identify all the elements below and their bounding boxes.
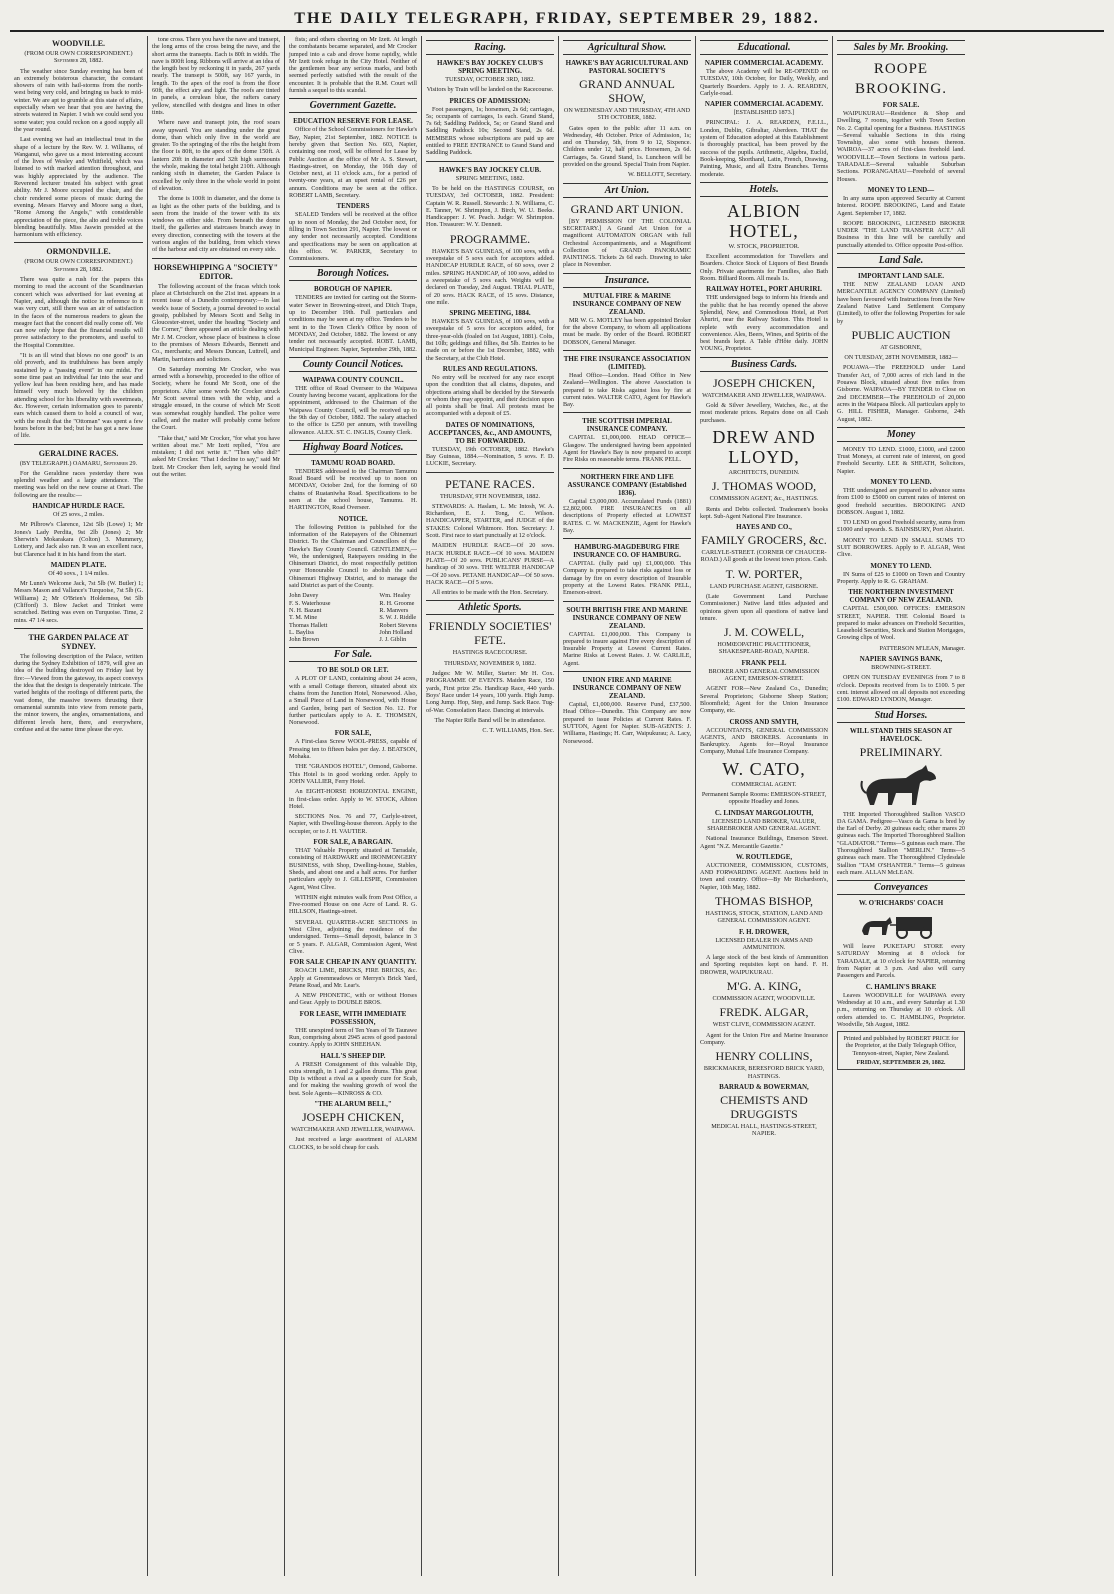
ad-big-title: DREW AND LLOYD, xyxy=(712,426,816,467)
notice-title: NOTICE. xyxy=(338,514,368,523)
column-2 xyxy=(147,36,284,1576)
section-heading-money: Money xyxy=(837,427,965,442)
notice-title: WAIPAWA COUNTY COUNCIL. xyxy=(302,375,404,384)
ad-date: ON TUESDAY, 28TH NOVEMBER, 1882— xyxy=(844,354,958,362)
ad-text: PRINCIPAL: J. A. REARDEN, F.E.I.L., London, Dublin, Gibraltar, Aberdeen. THAT the system of Education adopted at this Establishment is thoroughly practical, has been proved by the success of the pupils. Arithmetic, Algebra, Euclid, Book-keeping, Shorthand, Latin, French, Drawing, Painting, Music, and all Extra Branches. Terms moderate. xyxy=(700,119,828,178)
section-heading-hotels: Hotels. xyxy=(700,182,828,197)
ad-text: TUESDAY, 19th OCTOBER, 1882. Hawke's Bay Guineas, 1884.—Nomination, 5 sovs. F. D. LUCKIE, Secretary. xyxy=(426,445,554,468)
ad-text: A FRESH Consignment of this valuable Dip, extra strength, in 1 and 2 gallon drums. This great Dip is without a rival as a speedy cure for Scab, and for making the washing growth of wool the best. Sole Agents—KINROSS & CO. xyxy=(289,1060,417,1097)
columns xyxy=(10,36,1104,1576)
ad-text: MONEY TO LEND. £1000, £1000, and £2000 Trust Moneys, at current rate of interest, on good Freehold Security. LEE & SHEATH, Solicitors, Napier. xyxy=(837,445,965,475)
ad-text: A NEW PHONETIC, with or without Horses and Gear. Apply to DOUBLE BROS. xyxy=(289,992,417,1007)
ad-text: THE "GRANDOS HOTEL", Ormond, Gisborne. This Hotel is in good working order. Apply to JOHN VALLIER, Ferry Hotel. xyxy=(289,763,417,785)
ad-title: CROSS AND SMYTH, xyxy=(729,717,799,726)
signature: N. H. Bazant xyxy=(289,606,322,614)
section-heading-borough: Borough Notices. xyxy=(289,266,417,281)
ad-subtitle: COMMISSION AGENT, &c., HASTINGS. xyxy=(709,495,819,503)
divider xyxy=(14,444,143,445)
paragraph: The following description of the Palace, written during the Sydney Exhibition of 1879, will give an idea of the building destroyed on Friday last by fire:—Viewed from the gateway, its aspect conveys the idea that the design is desperately intricate. The varied heights of the roofings of different parts, the vast dome, the massive towers thrusting their ornamental summits into view from remote parts, the minor towers, the angles, ornamentations, and different levels here, there, and everywhere, confuse and at the same time please the eye. xyxy=(14,652,143,733)
ad-text: ROOPE BROOKING, LICENSED BROKER UNDER "THE LAND TRANSFER ACT." All Business in this line will be carefully and punctually attended to. Office opposite Post-office. xyxy=(837,219,965,249)
signatures-left xyxy=(289,592,331,643)
ad-big-title: HENRY COLLINS, xyxy=(715,1049,813,1064)
ad-title: C. LINDSAY MARGOLIOUTH, xyxy=(714,808,814,817)
race-results: Mr Pilbrow's Clarence, 12st 5lb (Lowe) 1; Mr Jones's Lady Perdita, 9st 2lb (Jones) 2; Mr Sherwin's Mokarakara (Colton) 3. Mummery, Lottery, and Jack also ran. It was an excellent race, but Clarence had it in his hand from the start. xyxy=(14,521,143,558)
ad-title: HAWKE'S BAY JOCKEY CLUB'S SPRING MEETING. xyxy=(437,59,543,75)
divider xyxy=(14,628,143,629)
ad-text: Permanent Sample Rooms: EMERSON-STREET, opposite Hoadley and Jones. xyxy=(701,791,827,806)
ad-title: W. O'RICHARDS' COACH xyxy=(858,899,944,908)
signature: T. M. Mine xyxy=(289,614,318,622)
ad-big-title: GRAND ART UNION. xyxy=(570,201,684,216)
ad-subtitle: [ESTABLISHED 1873.] xyxy=(733,109,795,117)
paragraph: The dome is 100ft in diameter, and the dome is as light as the other parts of the building, and is seen from the inside of the tower with its six windows on either side. From beneath the dome itself, the galleries and staircases branch away in every direction, connecting with the towers at the various angles of the building, from which views of the harbour and city are obtained on every side. xyxy=(152,195,280,254)
ad-text: Gates open to the public after 11 a.m. on Wednesday, 4th October. Price of Admission, 1s; and on Thursday, 5th, from 9 to 12, Sixpence. Children under 12, half price. Horsemen, 2s 6d. Carriages, 5s. Grand Stand, 1s. Luncheon will be provided on the ground. Special Train from Napier. xyxy=(563,124,691,169)
ad-title: FRANK PELL xyxy=(741,658,787,667)
ad-text: A large stock of the best kinds of Ammunition and Sporting requisites kept on hand. F. H. DROWER, WAIPUKURAU. xyxy=(700,954,828,976)
ad-subtitle: LICENSED LAND BROKER, VALUER, SHAREBROKER AND GENERAL AGENT. xyxy=(707,817,821,832)
section-heading-conveyances: Conveyances xyxy=(837,880,965,895)
ad-subtitle: COMMERCIAL AGENT. xyxy=(731,780,797,788)
article-title: ORMONDVILLE. xyxy=(46,247,111,257)
ad-text: Head Office—London. Head Office in New Zealand—Wellington. The above Association is prepared to take Risks against loss by fire at current rates. WALTER CATO, Agent for Hawke's Bay. xyxy=(563,371,691,409)
byline: (BY TELEGRAPH.) OAMARU, September 29. xyxy=(19,459,138,467)
ad-text: The above Academy will be RE-OPENED on TUESDAY, 10th October, for Daily, Weekly, and Quarterly Boarders. Apply to J. A. REARDEN, Carlyle-road. xyxy=(700,68,828,97)
notice-text: TENDERS are invited for carting out the Storm-water Sewer in Browning-street, and Ditch Traps, up to December 19th. Full particulars and conditions may be seen at my office. Tenders to be sent in to the Town Clerk's Office by noon of MONDAY, 2nd October, 1882. The lowest or any tender not necessarily accepted. ROBT. LAMB, Municipal Engineer. Napier, September 29th, 1882. xyxy=(289,294,417,353)
ad-title: RULES AND REGULATIONS. xyxy=(442,364,538,373)
paragraph: "It is an ill wind that blows no one good" is an old proverb, and its truthfulness has been amply sustained by a "passing event" in our midst. For some time past an individual far into the sear and yellow leaf has been residing here, and has made himself very much beloved by the children attending school for his liberality with sweetmeats, &c. However, certain information goes to parents' ears which caused them to hold a council of war, with the result that the "Ottoman" was spent a few hours before in the bed; but he has got a new lease of life. xyxy=(14,351,143,440)
ad-text: THE Imported Thoroughbred Stallion VASCO DA GAMA. Pedigree—Vasco da Gama is bred by the Earl of Derby. 20 guineas each; other mares 20 guineas each. The Imported Thoroughbred Stallion "GLADIATOR." Terms—5 guineas each mare. The Thoroughbred Stallion "MERLIN." Terms—5 guineas each mare. The Thoroughbred Clydesdale Stallion "TAM O'SHANTER." Terms—5 guineas each mare. ALLAN McLEAN. xyxy=(837,810,965,876)
article-title: THE GARDEN PALACE AT SYDNEY. xyxy=(28,632,129,651)
ad-text: MR W. G. MOTLEY has been appointed Broker for the above Company, to whom all applications must be made. By order of the Board. ROBERT DOBSON, General Manager. xyxy=(563,316,691,346)
ad-text: Leaves WOODVILLE for WAIPAWA every Wednesday at 10 a.m., and every Saturday at 1.30 p.m., returning on Thursday at 10 o'clock. All orders attended to. C. HAMBLING, Proprietor. Woodville, 5th August, 1882. xyxy=(837,991,965,1028)
ad-title: IMPORTANT LAND SALE. xyxy=(857,272,945,281)
article-title: GERALDINE RACES. xyxy=(38,448,119,458)
ad-text: OPEN ON TUESDAY EVENINGS from 7 to 8 o'clock. Deposits received from 1s to £100. 5 per cent. interest allowed on all deposits not exceeding £100. EDWARD LYNDON, Manager. xyxy=(837,674,965,704)
ad-title: THE FIRE INSURANCE ASSOCIATION (LIMITED). xyxy=(563,354,691,371)
notice-title: TAMUMU ROAD BOARD. xyxy=(311,458,395,467)
race-title: HANDICAP HURDLE RACE. xyxy=(32,502,125,511)
ad-title: NAPIER COMMERCIAL ACADEMY. xyxy=(704,59,824,67)
divider xyxy=(14,242,143,243)
ad-text: Will leave PUKETAPU STORE every SATURDAY Morning at 8 o'clock for TARADALE, at 10 o'clock for NAPIER, returning from Napier at 3 p.m. And also will carry Passengers and Parcels. xyxy=(837,943,965,980)
race-results: Mr Lunn's Welcome Jack, 7st 5lb (W. Butler) 1; Messrs Mason and Vallance's Turquoise, 7st 5lb (G. Williams) 2; Mr O'Brien's Holderness, 9st 5lb (Clifford) 3. Blow Jacket and Trinket were scratched. Betting was even on Turquoise. Time, 2 mins. 47 1/4 secs. xyxy=(14,580,143,624)
notice-title: TENDERS xyxy=(336,202,370,211)
ad-subtitle: HASTINGS RACECOURSE. xyxy=(452,649,528,657)
ad-text: SEVERAL QUARTER-ACRE SECTIONS in West Clive, adjoining the residence of the undersigned. Terms—Small deposit, balance in 3 or 5 years. F. ALGAR, Commission Agent, West Clive. xyxy=(289,918,417,955)
article-title: HORSEWHIPPING A "SOCIETY" EDITOR. xyxy=(153,262,279,281)
ad-text: No entry will be received for any race except upon the condition that all claims, disputes, and objections arising shall be decided by the Stewards or whom they may appoint, and their decision upon all points shall be final. All protests must be accompanied with a deposit of £5. xyxy=(426,373,554,418)
signature: S. W. J. Riddle xyxy=(379,614,417,622)
ad-title: FOR LEASE, WITH IMMEDIATE POSSESSION, xyxy=(299,1009,407,1026)
ad-title: RAILWAY HOTEL, PORT AHURIRI. xyxy=(706,285,822,294)
ad-text: HAWKE'S BAY GUINEAS, of 100 sovs, with a sweepstake of 5 sovs for acceptors added, for three-year-olds (foaled on 1st August, 1881). Colts, 8st 10lb; geldings and fillies, 8st 5lb. Entries to be made on or before the 1st December, 1882, with the Secretary, at the Club Hotel. xyxy=(426,318,554,362)
ad-text: WAIPUKURAU—Residence & Shop and Dwelling, 7 rooms, together with Town Section No. 2. Capital opening for a Business. HASTINGS—Several valuable Sections in this rising Township, also some with houses thereon. WAIROA—37 acres of first-class freehold land. WOODVILLE—Town Sections in various parts. TARADALE—Several valuable Suburban Sections. PORANGAHAU—Freehold of several Houses. xyxy=(837,110,965,183)
ad-text: THE NEW ZEALAND LOAN AND MERCANTILE AGENCY COMPANY (Limited) have been favoured with Instructions from the New Zealand Native Land Settlement Company (Limited), to offer the following Properties for sale by xyxy=(837,281,965,325)
byline: (FROM OUR OWN CORRESPONDENT.) September 28, 1882. xyxy=(24,258,133,273)
notice-text: Office of the School Commissioners for Hawke's Bay, Napier, 21st September, 1882. NOTICE is hereby given that Section No. 603, Napier, containing one rood, will be offered for Lease by Public Auction at the office of Mr A. S. Stewart, Hastings-street, on Monday, the 16th day of October next, at 11 o'clock a.m., for a period of twenty-one years, at an upset rental of £26 per annum. Conditions may be seen at the office. ROBERT LAMB, Secretary. xyxy=(289,126,417,200)
ad-big-title: PUBLIC AUCTION xyxy=(851,327,951,342)
ad-title: FOR SALE, A BARGAIN. xyxy=(313,838,393,847)
ad-subtitle: LAND PURCHASE AGENT, GISBORNE. xyxy=(709,582,819,590)
ad-text: A PLOT OF LAND, containing about 24 acres, with a small Cottage thereon, situated about six chains from the Junction Hotel, Norsewood. Also, a Small Piece of Land in Norsewood, with House and Garden, being part of Section No. 12. For further particulars apply to A. E. THOMSEN, Norsewood. xyxy=(289,675,417,727)
ad-text: ACCOUNTANTS, GENERAL COMMISSION AGENTS, AND BROKERS. Accountants in Bankruptcy. Agents for—Royal Insurance Company, Mutual Life Insurance Company. xyxy=(700,726,828,756)
byline: (FROM OUR OWN CORRESPONDENT.) September 28, 1882. xyxy=(24,50,133,65)
paragraph: Last evening we had an intellectual treat in the shape of a lecture by the Rev. W. J. Williams, of Wanganui, who gave us a most interesting account of the lives of Wesley and Whitfield, which was listened to with marked attention throughout, and was highly appreciated by the audience. The Reverend lecturer treated his subject with great ability. Mr J. Moore occupied the chair, and the choir rendered some pieces of music during the evening. Messrs Harvey and Moore sang a duet, "Rome Among the Angels," with considerable appreciation of the piece, the alto and treble voices blending beautifully. Miss Jaswin presided at the harmonium with efficiency. xyxy=(14,136,143,239)
section-heading-agricultural: Agricultural Show. xyxy=(563,40,691,55)
ad-subtitle: ARCHITECTS, DUNEDIN. xyxy=(728,468,800,476)
signature: Robert Stevens xyxy=(379,621,417,629)
ad-title: WILL STAND THIS SEASON AT HAVELOCK. xyxy=(849,726,953,743)
ad-text: THAT Valuable Property situated at Tarradale, consisting of HARDWARE and IRONMONGERY BUSINESS, with Shop, Dwelling-house, Stables, Sheds, and about one and a half acres. For further particulars apply to J. GILLESPIE, Commission Agent, West Clive. xyxy=(289,847,417,891)
ad-text: AUCTIONEER, COMMISSION, CUSTOMS, AND FORWARDING AGENT. Auctions held in town and country. Office—By Mr Richardson's, Napier, 10th May, 1882. xyxy=(700,861,828,891)
ad-text: All entries to be made with the Hon. Secretary. xyxy=(432,589,549,597)
signature: Thomas Hallett xyxy=(289,621,328,629)
masthead: THE DAILY TELEGRAPH, FRIDAY, SEPTEMBER 29, 1882. xyxy=(10,8,1104,32)
ad-title: MONEY TO LEND. xyxy=(870,561,932,570)
petane-title: PETANE RACES. xyxy=(445,476,535,491)
ad-text: To be held on the HASTINGS COURSE, on TUESDAY, 3rd OCTOBER, 1882. President: Captain W. R. Russell. Stewards: J. N. Williams, C. E. Tanner, W. Shrimpton, J. Birch, W. U. Beeks. Handicapper: J. W. Peach. Judge: W. Shrimpton. Hon. Treasurer: W. Y. Dennett. xyxy=(426,184,554,229)
ad-subtitle: W. STOCK, PROPRIETOR. xyxy=(728,242,800,250)
ad-big-title: W. CATO, xyxy=(722,758,806,779)
paragraph: "Take that," said Mr Crocker, "for what you have written about me." Mr Izett replied, "You are mistaken; I did not write it." "Then who did?" asked Mr Crocker. "That I decline to say," said Mr Izett. Mr Crocker then left, saying he would find out the writer. xyxy=(152,434,280,479)
ad-title: BARRAUD & BOWERMAN, xyxy=(719,1082,809,1091)
ad-title: F. H. DROWER, xyxy=(738,927,790,936)
paragraph: fists; and others cheering on Mr Izett. At length the combatants became separated, and Mr Crocker jumped into a cab and drove home rapidly, while Mr Izett took refuge in the City Hotel. Neither of the gentlemen bear any serious marks, and both seemed perfectly satisfied with the result of the encounter. It is probable that the R.M. Court will furnish a sequel to this scandal. xyxy=(289,36,417,95)
ad-subtitle: HASTINGS, STOCK, STATION, LAND AND GENERAL COMMISSION AGENT. xyxy=(705,910,823,925)
divider xyxy=(563,412,691,413)
ad-text: National Insurance Buildings, Emerson Street. Agent "N.Z. Mercantile Gazette." xyxy=(700,835,828,850)
ad-text: Rents and Debts collected. Tradesmen's books kept. Sub-Agent National Fire Insurance. xyxy=(700,505,828,520)
notice-text: The following Petition is published for the information of the Ratepayers of the Ohinemuri District. To the Chairman and Councillors of the Hawke's Bay County Council. GENTLEMEN,—We, the undersigned, Ratepayers residing in the Ohinemuri District, do most respectfully petition your Honourable Council to abolish the said Ohinemuri Highway District, and to manage the said District as part of the County. xyxy=(289,523,417,590)
column-5 xyxy=(558,36,695,1576)
race-title: MAIDEN PLATE. xyxy=(50,560,107,569)
ad-text: CAPITAL (fully paid up) £1,000,000. This Company is prepared to take risks against loss or damage by fire on every description of Insurable property at the Lowest Rates. FRANK PELL, Emerson-street. xyxy=(563,560,691,597)
ad-date: THURSDAY, 9TH NOVEMBER, 1882. xyxy=(439,492,541,500)
divider xyxy=(152,258,280,259)
ad-date: ON WEDNESDAY AND THURSDAY, 4TH AND 5TH OCTOBER, 1882. xyxy=(563,107,691,122)
section-heading-art-union: Art Union. xyxy=(563,183,691,198)
ad-text: TO LEND on good Freehold security, sums from £1000 and upwards. S. BAINSBURY, Port Ahuriri. xyxy=(837,519,965,534)
ad-text: In any sums upon approved Security at Current Interest. ROOPE BROOKING, Land and Estate Agent. September 17, 1882. xyxy=(837,194,965,217)
section-heading-educational: Educational. xyxy=(700,40,828,55)
ad-title: PRICES OF ADMISSION: xyxy=(449,96,531,105)
ad-text: CAPITAL £1,000,000. This Company is prepared to insure against Fire every description of Insurable Property at Lowest Current Rates. Marine Risks at Lowest Rates. J. W. CARLILE, Agent. xyxy=(563,630,691,667)
ad-text: CAPITAL £500,000. OFFICES: EMERSON STREET, NAPIER. THE Colonial Board is prepared to make advances on Freehold Securities, Leasehold Securities, Stock and Station Mortgages, Growing clips of Wool. xyxy=(837,605,965,642)
ad-title: MUTUAL FIRE & MARINE INSURANCE COMPANY OF NEW ZEALAND. xyxy=(572,291,682,316)
signatures-right xyxy=(379,592,417,643)
signature: R. Manvers xyxy=(379,606,409,614)
ad-title: FOR SALE CHEAP IN ANY QUANTITY. xyxy=(289,958,417,967)
signature: John Davey xyxy=(289,592,319,600)
signature: L. Bayliss xyxy=(289,628,315,636)
paragraph: On Saturday morning Mr Crocker, who was armed with a horsewhip, proceeded to the office of Society, where he found Mr Scott, one of the proprietors. After some words Mr Crocker struck Mr Scott several times with the whip, and a struggle ensued, in the course of which Mr Scott was somewhat roughly handled. The police were called, and the matter will probably come before the Court. xyxy=(152,365,280,432)
section-heading-for-sale: For Sale. xyxy=(289,647,417,662)
ad-text: MONEY TO LEND IN SMALL SUMS TO SUIT BORROWERS. Apply to F. ALGAR, West Clive. xyxy=(837,536,965,559)
ad-title: NAPIER COMMERCIAL ACADEMY. xyxy=(704,100,824,109)
ad-big-title: ALBION HOTEL, xyxy=(727,200,801,241)
ad-big-title: J. THOMAS WOOD, xyxy=(711,479,817,494)
notice-text: TENDERS addressed to the Chairman Tamumu Road Board will be received up to noon on MONDAY, October 2nd, for the forming of 60 chains of Ruataniwha Road. Specifications to be seen at the school house, Tamumu. H. HARTINGTON, Road Overseer. xyxy=(289,467,417,512)
signature: Wm. Healey xyxy=(379,592,411,600)
column-1 xyxy=(10,36,147,1576)
ad-subtitle: BRICKMAKER, BERESFORD BRICK YARD, HASTINGS. xyxy=(703,1065,825,1080)
paragraph: tone cross. There you have the nave and transept, the long arms of the cross being the nave, and the short arms the transepts. Each is 80ft in width. The nave is 800ft long. Ribbons will arrive at an idea of the length best by reckoning it in yards, 267 yards nearly. The transept is 500ft, say 167 yards, in length. To the apex of the roof is from the floor 60ft, the effect airy and light. The roofs are tinted in panels, a cerulean blue, the rafters canary yellow, stencilled with designs and lines in other tints. xyxy=(152,36,280,116)
race-subtitle: Of 40 sovs., 1 1/4 miles. xyxy=(48,569,109,577)
ad-subtitle: WEST CLIVE, COMMISSION AGENT. xyxy=(712,1021,816,1029)
ad-text: Gold & Silver Jewellery, Watches, &c., at the most moderate prices. Repairs done on all Cash purchases. xyxy=(700,402,828,424)
section-heading-county: County Council Notices. xyxy=(289,357,417,372)
ad-text: A First-class Screw WOOL-PRESS, capable of Pressing ten to fifteen bales per day. J. BEATSON, Mohaka. xyxy=(289,738,417,761)
notice-title: BOROUGH OF NAPIER. xyxy=(313,285,393,294)
ad-big-title: T. W. PORTER, xyxy=(725,566,803,581)
signature: C. T. WILLIAMS, Hon. Sec. xyxy=(482,727,554,735)
signature: John Holland xyxy=(379,628,413,636)
ad-title: FOR SALE. xyxy=(882,101,920,109)
ad-big-title: J. M. COWELL, xyxy=(723,625,805,640)
column-7 xyxy=(832,36,969,1576)
divider xyxy=(426,161,554,162)
divider xyxy=(563,538,691,539)
ad-text: ROACH LIME, BRICKS, FIRE BRICKS, &c. Apply at Greenmeadows or Merryn's Brick Yard, Petane Road, and Mr. Lear's. xyxy=(289,967,417,989)
divider xyxy=(563,671,691,672)
ad-big-title: PRELIMINARY. xyxy=(859,744,943,759)
ad-big-title: FREDK. ALGAR, xyxy=(719,1005,809,1020)
ad-text: THE unexpired term of Ten Years of Te Taurawe Run, comprising about 2945 acres of good pastoral country. Apply to JOHN SHEEHAN. xyxy=(289,1026,417,1049)
imprint-date: FRIDAY, SEPTEMBER 29, 1882. xyxy=(856,1059,946,1067)
ad-title: UNION FIRE AND MARINE INSURANCE COMPANY OF NEW ZEALAND. xyxy=(572,676,682,701)
fete-title: FRIENDLY SOCIETIES' FETE. xyxy=(428,619,552,648)
ad-title: FOR SALE, xyxy=(334,729,372,738)
ad-text: CAPITAL £1,000,000. HEAD OFFICE—Glasgow. The undersigned having been appointed Agent for Hawke's Bay is now prepared to accept Fire Risks on reasonable terms. FRANK PELL. xyxy=(563,434,691,464)
ad-date: THURSDAY, NOVEMBER 9, 1882. xyxy=(444,659,536,667)
ad-big-title: JOSEPH CHICKEN, xyxy=(712,375,815,390)
signature: J. J. Giblin xyxy=(379,636,407,644)
section-heading-highway: Highway Board Notices. xyxy=(289,440,417,455)
ad-date: TUESDAY, OCTOBER 3RD, 1882. xyxy=(445,76,535,83)
imprint-text: Printed and published by ROBERT PRICE for the Proprietor, at the Daily Telegraph Office, Tennyson-street, Napier, New Zealand. xyxy=(843,1035,959,1057)
section-heading-government: Government Gazette. xyxy=(289,98,417,113)
ad-trade: WATCHMAKER AND JEWELLER, WAIPAWA. xyxy=(291,1126,415,1134)
ad-title: NAPIER SAVINGS BANK, xyxy=(859,655,943,664)
ad-text: HAWKE'S BAY GUINEAS, of 100 sovs, with a sweepstake of 5 sovs each for acceptors added. HANDICAP HURDLE RACE, of 60 sovs, over 2 miles. SPRING HANDICAP, of 100 sovs, added to a sweepstake of 5 sovs each. Weights will be declared on Tuesday, 2nd August. TRIAL PLATE, of 20 sovs. HACK RACE, of 15 sovs. Distance, one mile. xyxy=(426,247,554,306)
ad-subtitle: LICENSED DEALER IN ARMS AND AMMUNITION. xyxy=(715,936,813,951)
section-heading-racing: Racing. xyxy=(426,40,554,55)
ad-text: POUAWA—The FREEHOLD under Land Transfer Act, of 7,000 acres of rich land in the Pouawa Block, situated about five miles from Gisborne. WAIPAOA—BY TENDER to Close on 2nd DECEMBER—The FREEHOLD of 20,000 acres in the Waipaoa Block. All particulars apply to G. HILL FISHER, Manager. Gisborne, 24th August, 1882. xyxy=(837,364,965,423)
section-heading-insurance: Insurance. xyxy=(563,273,691,288)
ad-text: AGENT FOR—New Zealand Co., Dunedin; Several Proprietors; Gisborne Sheep Station; Bloomfield; Agent for the Union Insurance Company, etc. xyxy=(700,685,828,715)
ad-title: "THE ALARUM BELL," xyxy=(314,1100,392,1109)
article-title: WOODVILLE. xyxy=(51,39,106,48)
signature: John Brown xyxy=(289,636,320,644)
column-4 xyxy=(421,36,558,1576)
column-3 xyxy=(284,36,421,1576)
ad-subtitle: Visitors by Train will be landed on the Racecourse. xyxy=(426,86,554,94)
ad-title: HAYES AND CO., xyxy=(736,523,792,532)
ad-text: Excellent accommodation for Travellers and Boarders. Choice Stock of Liquors of Best Brands Only. Private apartments for Families, also Bath Room. Billiard Room. All meals 1s. xyxy=(700,253,828,283)
ad-title: SOUTH BRITISH FIRE AND MARINE INSURANCE COMPANY OF NEW ZEALAND. xyxy=(566,605,688,630)
signature: PATTERSON M'LEAN, Manager. xyxy=(879,644,965,652)
ad-text: (Late Government Land Purchase Commissioner.) Native land titles adjusted and opinions given upon all questions of native land tenure. xyxy=(700,592,828,622)
ad-text: STEWARDS: A. Haslam, L. Mc Intosh, W. A. Richardson, E. J. Tong, C. Wilson. HANDICAPPER, STARTER, and JUDGE of the STAKES: Colonel Whitmore. Hon. Secretary: J. Scott. First race to start punctually at 12 o'clock. xyxy=(426,502,554,540)
ad-text: WITHIN eight minutes walk from Post Office, a Five-roomed House on one Acre of Land. R. G. HILLSON, Hastings-street. xyxy=(289,893,417,916)
petition-signatures xyxy=(289,592,417,643)
ad-text: SECTIONS Nos. 76 and 77, Carlyle-street, Napier, with Dwelling-house thereon. Apply to the occupier, or to J. H. VAUTIER. xyxy=(289,813,417,835)
ad-title: DATES OF NOMINATIONS, ACCEPTANCES, &c., AND AMOUNTS, TO BE FORWARDED. xyxy=(428,420,552,445)
ad-text: The Napier Rifle Band will be in attendance. xyxy=(434,716,546,724)
ad-title: W. ROUTLEDGE, xyxy=(735,852,793,861)
ad-title: SPRING MEETING, 1884. xyxy=(449,309,531,318)
ad-title: HALL'S SHEEP DIP. xyxy=(320,1051,386,1060)
section-heading-land-sale: Land Sale. xyxy=(837,253,965,268)
ad-text: Just received a large assortment of ALARM CLOCKS, to be sold cheap for cash. xyxy=(289,1136,417,1151)
paragraph: The following account of the fracas which took place at Christchurch on the 21st inst. appears in a recent issue of a Dunedin contemporary:—In last week's issue of Society, a journal devoted to social gossip, published by Messrs Scott and Selig in Gloucester-street, under the heading "Society and the Corner," there appeared an article dealing with Mr J. M. Crocker, whose place of business is close to the premises of Messrs Edwards, Bennett and Co., merchants; and Messrs Duncan, Luttrell, and Martin, barristers and solicitors. xyxy=(152,282,280,363)
notice-title: EDUCATION RESERVE FOR LEASE. xyxy=(293,117,413,126)
ad-name: JOSEPH CHICKEN, xyxy=(301,1110,404,1125)
ad-text: IN Sums of £25 to £1000 on Town and Country Property. Apply to R. G. GRAHAM. xyxy=(837,570,965,585)
ad-text: Capital £3,000,000. Accumulated Funds (1881) £2,802,000. FIRE INSURANCES on all descriptions of Property effected at LOWEST RATES. C. W. MACKENZIE, Agent for Hawke's Bay. xyxy=(563,497,691,534)
ad-text: MAIDEN HURDLE RACE—Of 20 sovs. HACK HURDLE RACE—Of 10 sovs. MAIDEN PLATE—Of 20 sovs. PUBLICANS' PURSE—A handicap of 30 sovs. THE WELTER HANDICAP—Of 20 sovs. PETANE HANDICAP—Of 50 sovs. HACK RACE—Of 5 sovs. xyxy=(426,542,554,586)
section-heading-stud-horses: Stud Horses. xyxy=(837,708,965,723)
race-subtitle: Of 25 sovs., 2 miles. xyxy=(52,511,105,519)
ad-big-title: GRAND ANNUAL SHOW, xyxy=(579,77,675,105)
ad-subtitle: WATCHMAKER AND JEWELLER, WAIPAWA. xyxy=(702,391,826,399)
imprint-box xyxy=(837,1031,965,1070)
signature: R. H. Groome xyxy=(379,599,415,607)
ad-subtitle: HOMŒOPATHIC PRACTITIONER, SHAKESPEARE-ROAD, NAPIER. xyxy=(717,641,811,656)
ad-title: THE SCOTTISH IMPERIAL INSURANCE COMPANY. xyxy=(582,417,672,434)
paragraph: The weather since Sunday evening has been of an extremely boisterous character, the constant showers of rain with hail-storms from the north-west being very cold, and bringing us back to mid-winter. We are apt to grumble at this state of affairs, especially when we hear that you are having the streets watered in Napier. I wish we could send you some water; you could reckon on a good supply all the year round. xyxy=(14,67,143,133)
divider xyxy=(563,601,691,602)
coach-illustration xyxy=(856,911,946,939)
ad-title: MONEY TO LEND. xyxy=(870,477,932,486)
ad-subtitle: MEDICAL HALL, HASTINGS-STREET, NAPIER. xyxy=(711,1122,817,1138)
paragraph: There was quite a rush for the papers this morning to read the account of the Scandinavian concert which was advertised for last evening at Napier, and, although the notice in reference to it was very curt, still there was an air of satisfaction in the faces of the numerous readers to glean the meagre fact that the concert did really come off. We can now only hope that the financial results will prove satisfactory to the promoters, and useful to the Hospital Committee. xyxy=(14,276,143,349)
ad-title: TO BE SOLD OR LET. xyxy=(317,666,389,675)
ad-text: Foot passengers, 1s; horsemen, 2s 6d; carriages, 5s; occupants of carriages, 1s each. Grand Stand, 7s 6d; Saddling Paddock, 5s; or Grand Stand and Saddling Paddock 10s; Second Stand, 2s 6d. MEMBERS whose subscriptions are paid up are entitled to FREE ENTRANCE to Grand Stand and Saddling Paddock. xyxy=(426,105,554,157)
divider xyxy=(426,472,554,473)
ad-title: HAWKE'S BAY AGRICULTURAL AND PASTORAL SOCIETY'S xyxy=(565,59,689,75)
ad-title: MONEY TO LEND— xyxy=(867,185,935,194)
ad-big-title: FAMILY GROCERS, &c. xyxy=(701,533,827,548)
ad-subtitle: BROKER AND GENERAL COMMISSION AGENT, EMERSON-STREET. xyxy=(708,667,820,683)
ad-text: THE undersigned are prepared to advance sums from £100 to £5000 on current rates of interest on good freehold securities. BROOKING AND DOBSON. August 1, 1882. xyxy=(837,486,965,516)
ad-text: [BY PERMISSION OF THE COLONIAL SECRETARY.] A Grand Art Union for a magnificent AUTOMATON ORGAN with full Orchestral Accompaniments, and a Magnificent Collection of GRAND PANORAMIC PAINTINGS. Tickets 2s 6d each. Drawing to take place in November. xyxy=(563,217,691,269)
ad-subtitle: BROWNING-STREET. xyxy=(871,664,931,672)
ad-title: THE NORTHERN INVESTMENT COMPANY OF NEW ZEALAND. xyxy=(848,588,954,605)
ad-big-title: CHEMISTS AND DRUGGISTS xyxy=(720,1092,808,1121)
ad-big-title: THOMAS BISHOP, xyxy=(714,894,814,908)
ad-title: NORTHERN FIRE AND LIFE ASSURANCE COMPANY (Established 1836). xyxy=(567,472,687,497)
column-6 xyxy=(695,36,832,1576)
ad-subtitle: AT GISBORNE, xyxy=(880,343,922,351)
paragraph: Where nave and transept join, the roof soars away upward. You are standing under the great dome, than which only five in the world are greater. To the springing of the ribs the height from the floor is 80ft, to the apex of the dome 150ft. A lantern 20ft in diameter and 32ft high surmounts the whole, making the total height 210ft. Although ranking sixth in diameter, the Garden Palace is excelled by only three in the whole world in point of elevation. xyxy=(152,119,280,192)
section-heading-business-cards: Business Cards. xyxy=(700,357,828,372)
ad-title: C. HAMLIN'S BRAKE xyxy=(865,982,937,991)
paragraph: For the Geraldine races yesterday there was splendid weather and a large attendance. The meeting was held on the new course at Orari. The following are the results:— xyxy=(14,469,143,499)
ad-big-title: M'G. A. KING, xyxy=(726,979,802,994)
ad-text: THE undersigned begs to inform his friends and the public that he has recently opened the above Splendid, New, and Commodious Hotel, at Port Ahuriri, near the Railway Station. This Hotel is replete with every accommodation and convenience. Ales, Beers, Wines, and Spirits of the best brands kept. A Table d'Hôte daily. JOHN YOUNG, Proprietor. xyxy=(700,294,828,353)
ad-subtitle: SPRING MEETING, 1882. xyxy=(455,174,525,182)
ad-text: Agent for the Union Fire and Marine Insurance Company. xyxy=(700,1031,828,1046)
signature: W. BELLOTT, Secretary. xyxy=(628,171,691,179)
ad-title: HAMBURG-MAGDEBURG FIRE INSURANCE CO. OF HAMBURG. xyxy=(573,543,681,560)
programme-title: PROGRAMME. xyxy=(449,231,531,246)
ad-big-title: ROOPE BROOKING. xyxy=(855,61,947,97)
ad-text: Capital, £1,000,000. Reserve Fund, £37,500. Head Office—Dunedin. This Company are now prepared to issue Policies at Current Rates. F. SUTTON, Agent for Napier. SUB-AGENTS: J. Williams, Hastings; H. Carr, Waipukurau; A. Lacy, Norsewood. xyxy=(563,701,691,745)
ad-text: CARLYLE-STREET. (CORNER OF CHAUCER-ROAD.) All goods at the lowest town prices. Cash. xyxy=(700,549,828,564)
notice-text: THE office of Road Overseer to the Waipawa County having become vacant, applications for the appointment, addressed to the Chairman of the Waipawa County Council, will be received up to the 9th day of October, 1882. The salary attached to the office is £250 per annum, with travelling allowance. ALEX. ST. C. INGLIS, County Clerk. xyxy=(289,384,417,436)
ad-title: HAWKE'S BAY JOCKEY CLUB. xyxy=(439,165,541,174)
section-heading-athletic: Athletic Sports. xyxy=(426,600,554,615)
horse-illustration xyxy=(856,763,946,807)
divider xyxy=(563,350,691,351)
ad-subtitle: COMMISSION AGENT, WOODVILLE. xyxy=(712,995,816,1003)
ad-text: An EIGHT-HORSE HORIZONTAL ENGINE, in first-class order. Apply to W. STOCK, Albion Hotel. xyxy=(289,788,417,810)
divider xyxy=(563,468,691,469)
notice-text: SEALED Tenders will be received at the office up to noon of Monday, the 2nd October next, for filling in Town Section 291, Napier. The lowest or any tender not necessarily accepted. Conditions and specifications may be seen on application at this office. W. PARKER, Secretary to Commissioners. xyxy=(289,211,417,263)
section-heading-brooking: Sales by Mr. Brooking. xyxy=(837,40,965,55)
ad-text: Judges: Mr W. Miller, Starter: Mr H. Cox. PROGRAMME OF EVENTS. Maiden Race, 150 yards, First prize 25s. Handicap Race, 440 yards. Boys' Race under 14 years, 100 yards. High Jump. Long Jump. Hop, Step, and Jump. Sack Race. Tug-of-War. Consolation Race. Dancing at intervals. xyxy=(426,670,554,714)
signature: F. S. Waterhouse xyxy=(289,599,331,607)
